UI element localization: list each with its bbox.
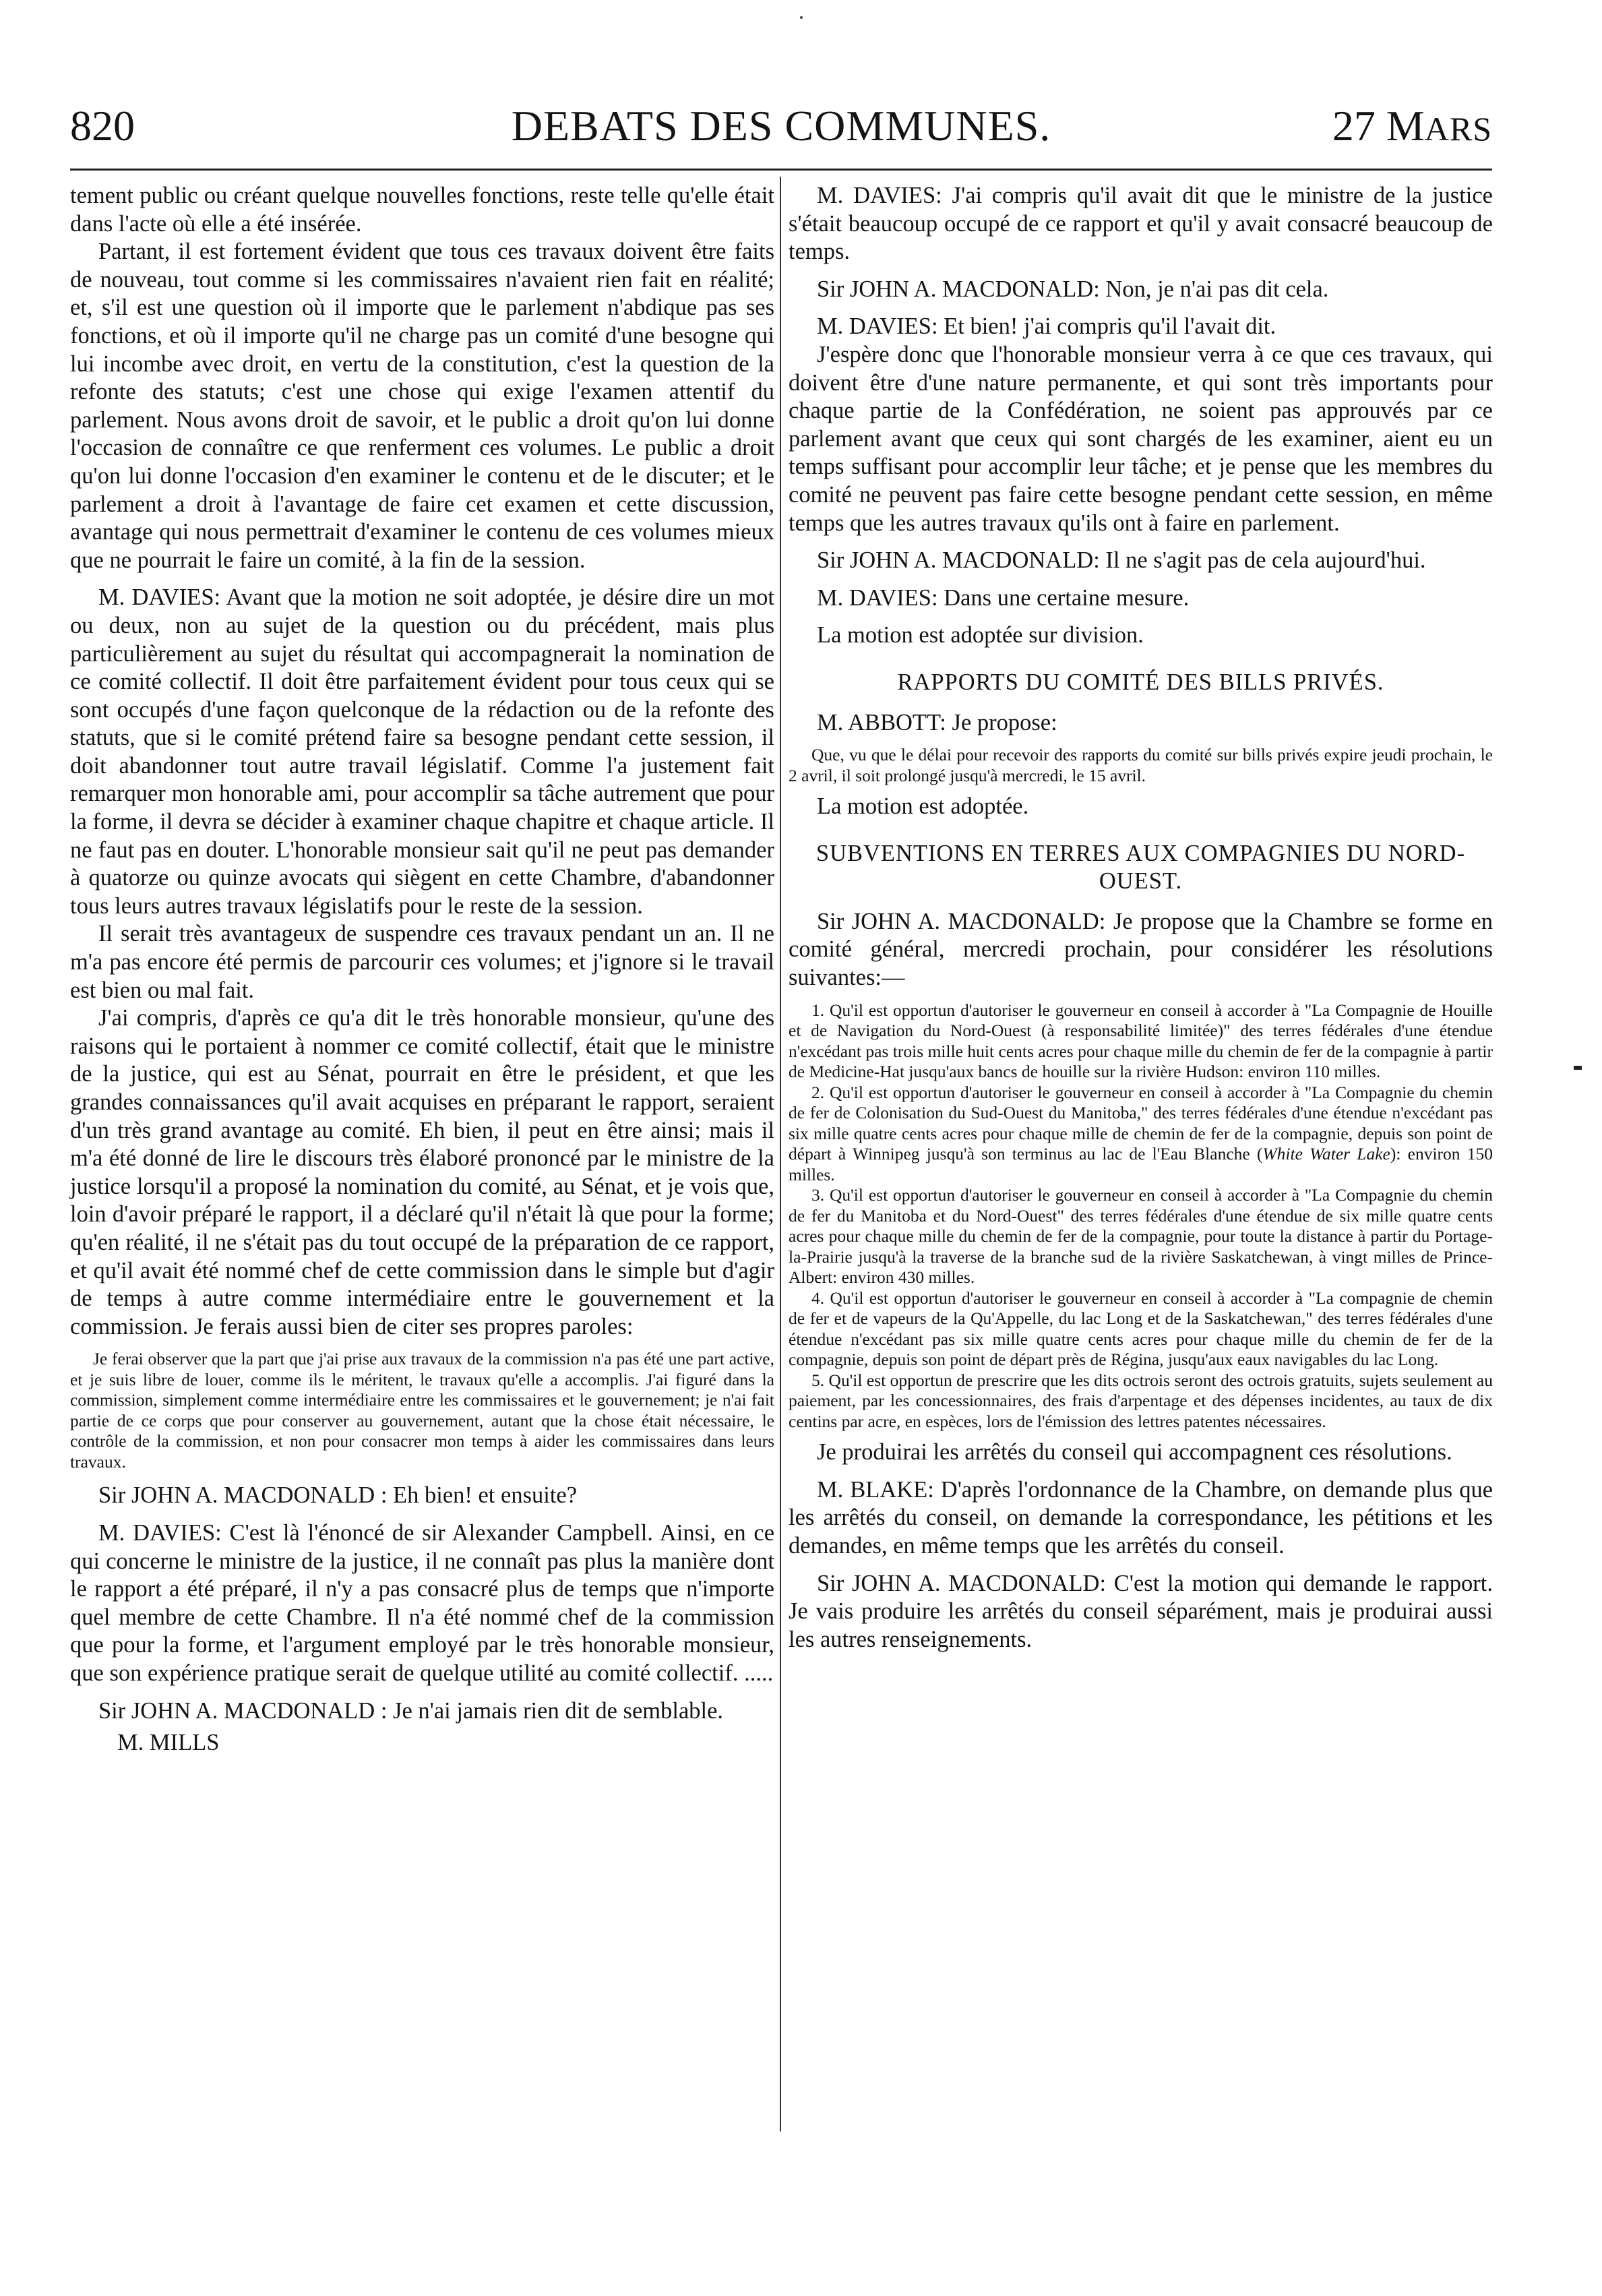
speech-text: J'ai compris qu'il avait dit que le ministre de la justice s'était beaucoup occupé de ce rapport et qu'il y avait consacré beaucoup de temps. bbox=[789, 183, 1493, 265]
signature-initial: M. M bbox=[117, 1730, 171, 1756]
page-title: DEBATS DES COMMUNES. bbox=[511, 102, 1051, 150]
resolution: 3. Qu'il est opportun d'autoriser le gouverneur en conseil à accorder à "La Compagnie du chemin de fer du Manitoba et du Nord-Ouest" des terres fédérales d'une étendue de six mille quatre cents acres pour chaque mille du chemin de fer de la compagnie, pour toute la distance à partir du Portage-la-Prairie jusqu'à la traverse de la branche sud de la rivière Saskatchewan, à vingt milles de Prince-Albert: environ 430 milles. bbox=[789, 1185, 1493, 1288]
quotation bbox=[70, 1349, 774, 1472]
speech-text: Je propose que la Chambre se forme en comité général, mercredi prochain, pour considérer les résolutions suivantes:— bbox=[789, 908, 1493, 991]
speech bbox=[70, 1697, 774, 1726]
speech-text: Dans une certaine mesure. bbox=[937, 584, 1190, 611]
speech-text: D'après l'ordonnance de la Chambre, on demande plus que les arrêtés du conseil, on demande la correspondance, les pétitions et les demandes, en même temps que les arrêtés du conseil. bbox=[789, 1476, 1493, 1559]
speech-text: Je propose: bbox=[946, 709, 1057, 735]
speech bbox=[70, 584, 774, 920]
motion-text bbox=[789, 745, 1493, 786]
speech bbox=[789, 313, 1493, 341]
resolution: 4. Qu'il est opportun d'autoriser le gouverneur en conseil à accorder à "La compagnie de chemin de fer et de vapeurs de la Qu'Appelle, du lac Long et de la Saskatchewan," des terres fédérales d'une étendue n'excédant pas six mille quatre cents acres pour chaque mille du chemin de fer de la compagnie, depuis son point de départ près de Régina, jusqu'aux eaux navigables du lac Long. bbox=[789, 1288, 1493, 1370]
paragraph: Je produirai les arrêtés du conseil qui accompagnent ces résolutions. bbox=[817, 1439, 1452, 1466]
section-heading: RAPPORTS DU COMITÉ DES BILLS PRIVÉS. bbox=[897, 669, 1384, 695]
speech-text: C'est là l'énoncé de sir Alexander Campbell. Ainsi, en ce qui concerne le ministre de la justice, il ne connaît pas plus la manière dont le rapport a été préparé, il n'y a pas consacré plus de temps que n'importe quel membre de cette Chambre. Il n'a été nommé chef de la commission que pour la forme, et l'argument employé par le très honorable monsieur, que son expérience pratique serait de quelque utilité au comité collectif. ..... bbox=[70, 1519, 775, 1686]
speech bbox=[789, 908, 1493, 992]
signature-rest: ILLS bbox=[170, 1730, 220, 1756]
speaker: M. BLAKE: bbox=[817, 1476, 934, 1503]
speaker: M. ABBOTT: bbox=[817, 709, 946, 735]
paragraph: Partant, il est fortement évident que tous ces travaux doivent être faits de nouveau, tout comme si les commissaires n'avaient rien fait en réalité; et, s'il est une question où il importe que le parlement n'abdique pas ses fonctions, et où il importe qu'il ne charge pas un comité d'une besogne qui lui incombe avec droit, en vertu de la constitution, c'est la question de la refonte des statuts; c'est une chose qui exige l'examen attentif du parlement. Nous avons droit de savoir, et le public a droit qu'on lui donne l'occasion de connaître ce que renferment ces volumes. Le public a droit qu'on lui donne l'occasion d'en examiner le contenu et de le discuter; et le parlement a droit à l'avantage de faire cet examen et cette discussion, avantage qui nous permettrait d'examiner le contenu de ces volumes mieux que ne pourrait le faire un comité, à la fin de la session. bbox=[70, 239, 774, 573]
column-divider bbox=[780, 177, 781, 2132]
page-date bbox=[1332, 101, 1492, 151]
date-month-rest: ARS bbox=[1424, 110, 1492, 148]
speaker: M. DAVIES: bbox=[817, 584, 938, 611]
section-heading: SUBVENTIONS EN TERRES AUX COMPAGNIES DU NORD-OUEST. bbox=[815, 840, 1466, 895]
speech-text: Il ne s'agit pas de cela aujourd'hui. bbox=[1099, 547, 1426, 574]
resolution-text: 2. Qu'il est opportun d'autoriser le gouverneur en conseil à accorder à "La Compagnie du chemin de fer de Colonisation du Sud-Ouest du Manitoba," des terres fédérales d'une étendue n'excédant pas six mille quatre cents acres pour chaque mille de chemin de fer de la compagnie, depuis son point de départ à Winnipeg jusqu'à son terminus au lac de l'Eau Blanche ( bbox=[789, 1082, 1493, 1164]
speech-text: Eh bien! et ensuite? bbox=[387, 1482, 578, 1509]
page-header bbox=[70, 101, 1492, 162]
paragraph: J'espère donc que l'honorable monsieur verra à ce que ces travaux, qui doivent être d'une nature permanente, et qui sont très importants pour chaque partie de la Confédération, ne soient pas approuvés par ce parlement avant que ceux qui sont chargés de les examiner, aient eu un temps suffisant pour accomplir leur tâche; et je pense que les membres du comité ne peuvent pas faire cette besogne pendant cette session, en même temps que les autres travaux qu'ils ont à faire en parlement. bbox=[789, 341, 1493, 536]
resolution-italic: White Water Lake bbox=[1262, 1144, 1390, 1164]
left-column bbox=[70, 182, 774, 1757]
speech bbox=[789, 1570, 1493, 1654]
speech-text: Non, je n'ai pas dit cela. bbox=[1099, 276, 1329, 302]
scan-speck bbox=[800, 16, 803, 19]
quotation-text: Je ferai observer que la part que j'ai prise aux travaux de la commission n'a pas été une part active, et je suis libre de louer, comme ils le méritent, le travaux qu'elle a accomplis. J'ai figuré dans la commission, simplement comme intermédiaire entre les commissaires et le gouvernement; je n'ai fait partie de ce corps que pour conserver au gouvernement, autant que la chose était nécessaire, le contrôle de la commission, et non pour consacrer mon temps à aider les commissaires dans leurs travaux. bbox=[70, 1349, 774, 1472]
speech bbox=[70, 1482, 774, 1510]
page-number: 820 bbox=[70, 102, 135, 150]
resolutions bbox=[789, 1000, 1493, 1432]
speech bbox=[789, 182, 1493, 266]
date-day: 27 bbox=[1332, 102, 1376, 150]
speech-text: Je n'ai jamais rien dit de semblable. bbox=[387, 1697, 724, 1724]
resolution-text: ): environ 150 milles. bbox=[789, 1144, 1493, 1184]
date-month-initial: M bbox=[1386, 102, 1425, 150]
speaker: Sir JOHN A. MACDONALD: bbox=[817, 1570, 1107, 1596]
speech bbox=[789, 547, 1493, 575]
page-signature bbox=[70, 1729, 774, 1757]
speech bbox=[789, 709, 1493, 737]
paragraph: Il serait très avantageux de suspendre ces travaux pendant un an. Il ne m'a pas encore été permis de parcourir ces volumes; et j'ignore si le travail est bien ou mal fait. bbox=[70, 921, 774, 1003]
resolution bbox=[789, 1083, 1493, 1186]
speech bbox=[70, 1519, 774, 1688]
speaker: Sir JOHN A. MACDONALD : bbox=[98, 1697, 388, 1724]
paragraph: La motion est adoptée sur division. bbox=[817, 622, 1144, 648]
speaker: M. DAVIES: bbox=[817, 313, 938, 340]
speech-text: C'est la motion qui demande le rapport. Je vais produire les arrêtés du conseil séparément, mais je produirai aussi les autres renseignements. bbox=[789, 1570, 1493, 1652]
speaker: Sir JOHN A. MACDONALD: bbox=[817, 547, 1100, 574]
paragraph: La motion est adoptée. bbox=[817, 793, 1029, 820]
speaker: M. DAVIES: bbox=[98, 1519, 222, 1546]
speaker: M. DAVIES: bbox=[98, 584, 221, 611]
paragraph: tement public ou créant quelque nouvelles fonctions, reste telle qu'elle était dans l'acte où elle a été insérée. bbox=[70, 183, 774, 237]
quotation-text: Que, vu que le délai pour recevoir des rapports du comité sur bills privés expire jeudi prochain, le 2 avril, il soit prolongé jusqu'à mercredi, le 15 avril. bbox=[789, 745, 1493, 785]
speech bbox=[789, 584, 1493, 613]
speaker: Sir JOHN A. MACDONALD: bbox=[817, 276, 1100, 302]
paragraph: J'ai compris, d'après ce qu'a dit le très honorable monsieur, qu'une des raisons qui le portaient à nommer ce comité collectif, était que le ministre de la justice, qui est au Sénat, pourrait en être le président, et que les grandes connaissances qu'il avait acquises en préparant le rapport, seraient d'un très grand avantage au comité. Eh bien, il peut en être ainsi; mais il m'a été donné de lire le discours très élaboré prononcé par le ministre de la justice lorsqu'il a proposé la nomination du comité, au Sénat, et je vois que, loin d'avoir préparé le rapport, il a déclaré qu'il n'était là que pour la forme; qu'en réalité, il ne s'était pas du tout occupé de la préparation de ce rapport, et qu'il avait été nommé chef de cette commission dans le simple but d'agir de temps à autre comme intermédiaire entre le gouvernement et la commission. Je ferais aussi bien de citer ses propres paroles: bbox=[70, 1005, 774, 1339]
right-column bbox=[789, 182, 1493, 1654]
resolution: 1. Qu'il est opportun d'autoriser le gouverneur en conseil à accorder à "La Compagnie de Houille et de Navigation du Nord-Ouest (à responsabilité limitée)" des terres fédérales d'une étendue n'excédant pas trois mille huit cents acres pour chaque mille du chemin de fer de la compagnie à partir de Medicine-Hat jusqu'aux bancs de houille sur la rivière Hudson: environ 110 milles. bbox=[789, 1000, 1493, 1082]
speech-text: Et bien! j'ai compris qu'il l'avait dit. bbox=[937, 313, 1276, 340]
header-rule bbox=[70, 169, 1492, 171]
speaker: M. DAVIES: bbox=[817, 183, 942, 208]
margin-mark bbox=[1574, 1066, 1582, 1070]
speech bbox=[789, 276, 1493, 304]
speaker: Sir JOHN A. MACDONALD : bbox=[98, 1482, 388, 1509]
resolution: 5. Qu'il est opportun de prescrire que les dits octrois seront des octrois gratuits, sujets seulement au paiement, par les concessionnaires, des frais d'arpentage et des dépenses incidentes, au taux de dix centins par acre, en espèces, lors de l'émission des lettres patentes nécessaires. bbox=[789, 1370, 1493, 1431]
speech bbox=[789, 1476, 1493, 1561]
speech-text: Avant que la motion ne soit adoptée, je désire dire un mot ou deux, non au sujet de la question ou du précédent, mais plus particulièrement au sujet du résultat qui accompagnerait la nomination de ce comité collectif. Il doit être parfaitement évident pour tous ceux qui se sont occupés d'une façon quelconque de la rédaction ou de la refonte des statuts, que si le comité prétend faire sa besogne pendant cette session, il doit abandonner tout autre travail législatif. Comme l'a justement fait remarquer mon honorable ami, pour accomplir sa tâche autrement que pour la forme, il devra se décider à examiner chaque chapitre et chaque article. Il ne faut pas en douter. L'honorable monsieur sait qu'il ne peut pas demander à quatorze ou quinze avocats qui siègent en cette Chambre, d'abandonner tous leurs autres travaux législatifs pour le reste de la session. bbox=[70, 584, 775, 919]
speaker: Sir JOHN A. MACDONALD: bbox=[817, 908, 1106, 934]
